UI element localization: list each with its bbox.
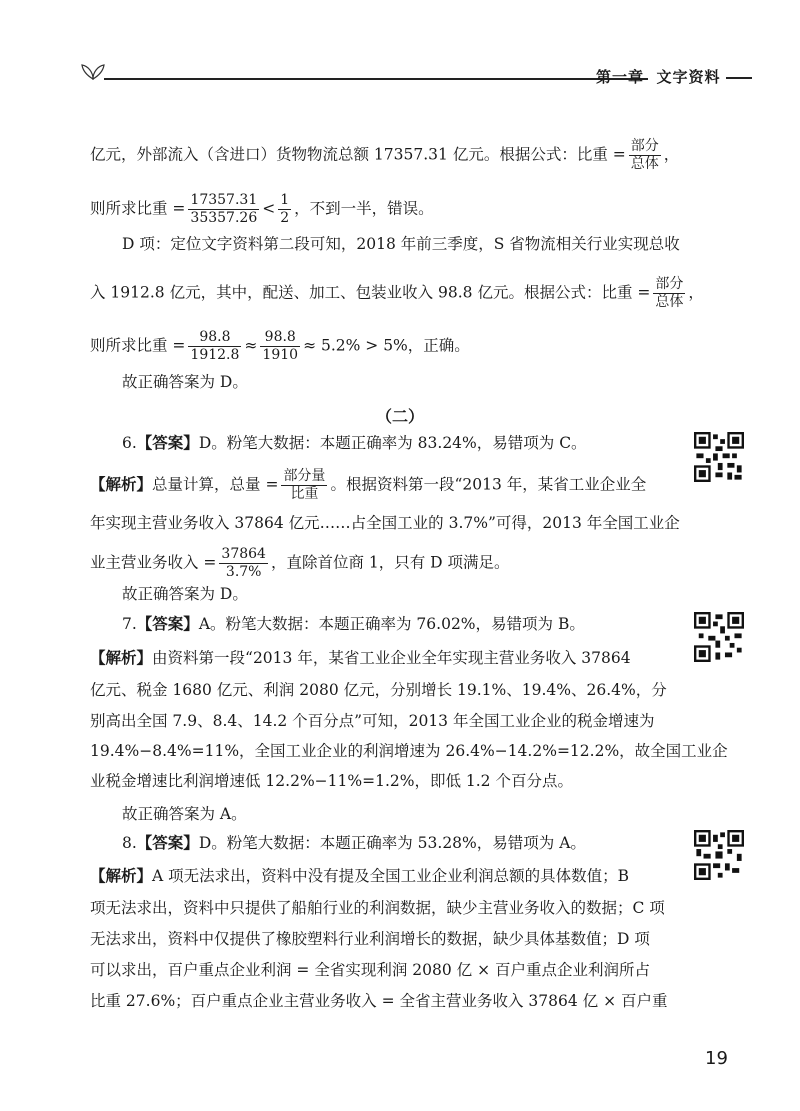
text: 由资料第一段“2013 年，某省工业企业全年实现主营业务收入 37864 (152, 649, 631, 667)
qr-code-icon (694, 432, 744, 482)
denominator: 35357.26 (190, 210, 258, 226)
denominator: 总体 (655, 294, 684, 310)
text: ≈ 5.2% > 5%，正确。 (303, 336, 470, 355)
text: ， (663, 145, 680, 164)
text-line: 亿元、税金 1680 亿元、利润 2080 亿元，分别增长 19.1%、19.4%、26.4%，分 (90, 681, 667, 699)
text-line-3: D 项：定位文字资料第二段可知，2018 年前三季度，S 省物流相关行业实现总收 (122, 235, 680, 253)
text-line: 年实现主营业务收入 37864 亿元……占全国工业的 3.7%”可得，2013 年全国工业企 (90, 514, 680, 532)
denominator: 比重 (290, 486, 319, 502)
question-number: 6. (122, 434, 137, 452)
text-line-1 (90, 138, 679, 173)
fraction (653, 276, 685, 311)
text: 。根据资料第一段“2013 年，某省工业企业全 (330, 475, 647, 494)
denominator: 1910 (262, 347, 299, 363)
text: 则所求比重 = (90, 336, 186, 355)
numerator: 部分 (655, 276, 684, 292)
fraction (629, 138, 661, 173)
answer-tag: 【答案】 (136, 434, 199, 452)
numerator: 1 (280, 192, 290, 208)
fraction (281, 468, 327, 503)
q7-answer (122, 613, 585, 635)
analysis-tag: 【解析】 (90, 649, 153, 667)
text-line: 无法求出，资料中仅提供了橡胶塑料行业利润增长的数据，缺少具体基数值；D 项 (90, 930, 650, 948)
text-line: 比重 27.6%；百户重点企业主营业务收入 = 全省主营业务收入 37864 亿 × 百户重 (90, 992, 668, 1010)
chapter-header (596, 66, 752, 87)
text-line (90, 546, 510, 581)
operator: ≈ (244, 336, 258, 355)
leaf-ornament-icon (80, 60, 106, 80)
text-line: 故正确答案为 D。 (122, 585, 248, 603)
text-line-4 (90, 276, 704, 311)
qr-code-icon (694, 612, 744, 662)
text-line: 项无法求出，资料中只提供了船舶行业的利润数据，缺少主营业务收入的数据；C 项 (90, 899, 665, 917)
text: 亿元，外部流入（含进口）货物物流总额 17357.31 亿元。根据公式：比重 = (90, 145, 626, 164)
analysis-tag: 【解析】 (90, 867, 153, 885)
question-number: 7. (122, 615, 137, 633)
denominator: 3.7% (225, 564, 262, 580)
chapter-label: 第一章 (596, 68, 645, 86)
denominator: 2 (280, 210, 290, 226)
numerator: 部分 (630, 138, 659, 154)
analysis-tag: 【解析】 (90, 475, 153, 494)
page-number: 19 (705, 1048, 728, 1069)
text-line: 业税金增速比利润增速低 12.2%−11%=1.2%，即低 1.2 个百分点。 (90, 772, 573, 790)
text-line-2 (90, 192, 434, 227)
numerator: 37864 (221, 546, 266, 562)
text: A。粉笔大数据：本题正确率为 76.02%，易错项为 B。 (198, 615, 585, 633)
fraction (219, 546, 268, 581)
question-number: 8. (122, 834, 137, 852)
fraction (260, 329, 300, 364)
text: 则所求比重 = (90, 199, 186, 218)
text-line: 故正确答案为 A。 (122, 805, 247, 823)
text: 总量计算，总量 = (152, 475, 279, 494)
text: D。粉笔大数据：本题正确率为 83.24%，易错项为 C。 (198, 434, 587, 452)
q6-analysis (90, 468, 646, 503)
numerator: 部分量 (283, 468, 326, 484)
text-line: 可以求出，百户重点企业利润 = 全省实现利润 2080 亿 × 百户重点企业利润所占 (90, 961, 650, 979)
numerator: 17357.31 (190, 192, 258, 208)
q7-analysis (90, 647, 631, 669)
numerator: 98.8 (260, 329, 300, 347)
fraction (188, 329, 241, 364)
text-line-5 (90, 329, 470, 364)
text: ，不到一半，错误。 (294, 199, 434, 218)
q8-analysis (90, 865, 629, 887)
text: 业主营业务收入 = (90, 553, 217, 572)
operator: < (262, 199, 276, 218)
fraction (188, 192, 259, 227)
qr-code-icon (694, 830, 744, 880)
text-line-6: 故正确答案为 D。 (122, 373, 248, 391)
text: 入 1912.8 亿元，其中，配送、加工、包装业收入 98.8 亿元。根据公式：比重 = (90, 283, 651, 302)
q6-answer (122, 432, 587, 454)
text: A 项无法求出，资料中没有提及全国工业企业利润总额的具体数值；B (152, 867, 630, 885)
fraction (278, 192, 291, 227)
answer-tag: 【答案】 (136, 834, 199, 852)
text: ，直除首位商 1，只有 D 项满足。 (270, 553, 510, 572)
numerator: 98.8 (188, 329, 241, 347)
text: D。粉笔大数据：本题正确率为 53.28%，易错项为 A。 (198, 834, 586, 852)
q8-answer (122, 832, 586, 854)
text: ， (688, 283, 704, 302)
header-rule (104, 78, 648, 80)
chapter-title: 文字资料 (656, 68, 721, 86)
denominator: 1912.8 (190, 347, 240, 363)
section-heading: （二） (375, 407, 424, 426)
text-line: 别高出全国 7.9、8.4、14.2 个百分点”可知，2013 年全国工业企业的税金增速为 (90, 712, 655, 730)
denominator: 总体 (630, 156, 659, 172)
text-line: 19.4%−8.4%=11%，全国工业企业的利润增速为 26.4%−14.2%=12.2%，故全国工业企 (90, 742, 728, 760)
answer-tag: 【答案】 (136, 615, 199, 633)
